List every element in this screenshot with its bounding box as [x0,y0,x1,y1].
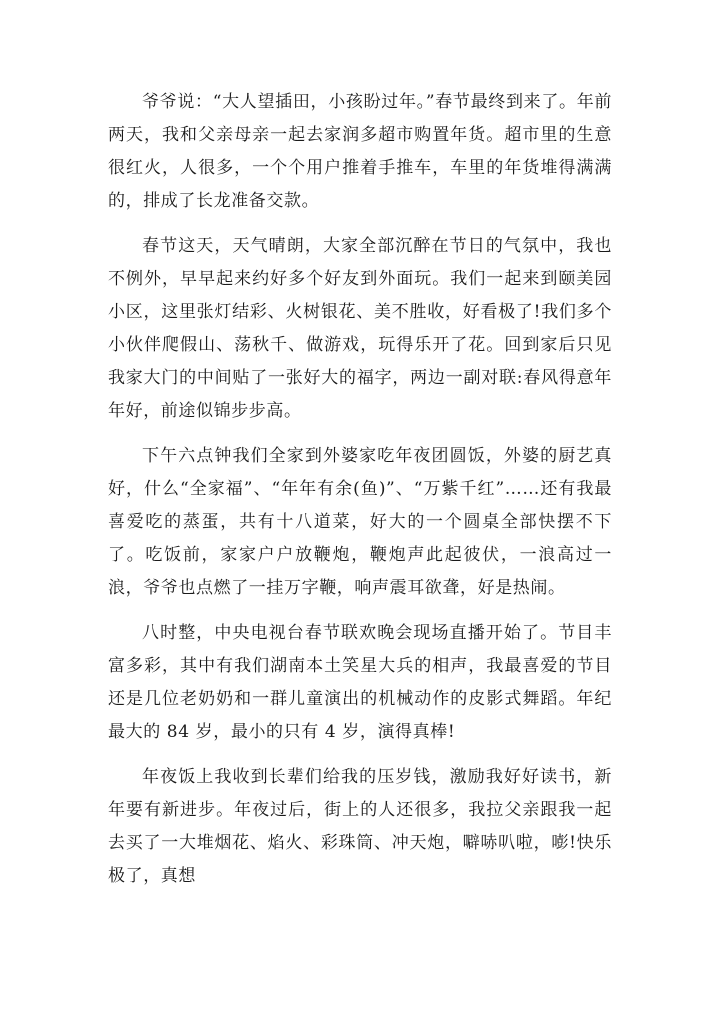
paragraph-5: 年夜饭上我收到长辈们给我的压岁钱，激励我好好读书，新年要有新进步。年夜过后，街上的人还很多，我拉父亲跟我一起去买了一大堆烟花、焰火、彩珠筒、冲天炮，噼哧叭啦，嘭!快乐极了，真想 [108,767,612,886]
essay-body [108,86,612,893]
paragraph-2: 春节这天，天气晴朗，大家全部沉醉在节日的气氛中，我也不例外，早早起来约好多个好友到外面玩。我们一起来到颐美园小区，这里张灯结彩、火树银花、美不胜收，好看极了!我们多个小伙伴爬假山、荡秋千、做游戏，玩得乐开了花。回到家后只见我家大门的中间贴了一张好大的福字，两边一副对联:春风得意年年好，前途似锦步步高。 [108,236,612,421]
paragraph-3: 下午六点钟我们全家到外婆家吃年夜团圆饭，外婆的厨艺真好，什么“全家福”、“年年有余(鱼)”、“万紫千红”……还有我最喜爱吃的蒸蛋，共有十八道菜，好大的一个圆桌全部快摆不下了。吃饭前，家家户户放鞭炮，鞭炮声此起彼伏，一浪高过一浪，爷爷也点燃了一挂万字鞭，响声震耳欲聋，好是热闹。 [108,446,612,598]
paragraph-1: 爷爷说：“大人望插田，小孩盼过年。”春节最终到来了。年前两天，我和父亲母亲一起去家润多超市购置年货。超市里的生意很红火，人很多，一个个用户推着手推车，车里的年货堆得满满的，排成了长龙准备交款。 [108,92,612,211]
paragraph-4: 八时整，中央电视台春节联欢晚会现场直播开始了。节目丰富多彩，其中有我们湖南本土笑星大兵的相声，我最喜爱的节目还是几位老奶奶和一群儿童演出的机械动作的皮影式舞蹈。年纪最大的 84 岁，最小的只有 4 岁，演得真棒! [108,623,612,742]
